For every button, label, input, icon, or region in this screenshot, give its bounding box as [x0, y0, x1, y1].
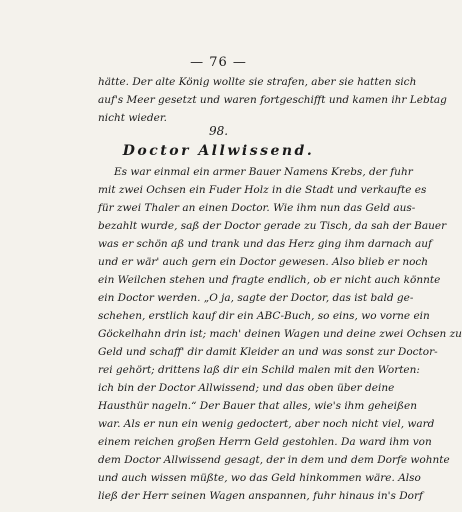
text-line: ließ der Herr seinen Wagen anspannen, fuhr hinaus in's Dorf — [98, 490, 423, 502]
section-number: 98. — [208, 124, 229, 138]
text-line: mit zwei Ochsen ein Fuder Holz in die Stadt und verkaufte es — [98, 184, 427, 196]
text-line: schehen, erstlich kauf dir ein ABC-Buch, so eins, wo vorne ein — [98, 310, 430, 322]
text-line: Hausthür nageln.“ Der Bauer that alles, wie's ihm geheißen — [98, 400, 417, 412]
text-line: war. Als er nun ein wenig gedoctert, aber noch nicht viel, ward — [98, 418, 435, 430]
text-line: rei gehört; drittens laß dir ein Schild malen mit den Worten: — [98, 364, 420, 376]
text-line: auf's Meer gesetzt und waren fortgeschifft und kamen ihr Lebtag — [98, 94, 447, 106]
text-line: und auch wissen müßte, wo das Geld hinkommen wäre. Also — [98, 472, 421, 484]
text-line: ein Weilchen stehen und fragte endlich, ob er nicht auch könnte — [98, 274, 441, 286]
text-line: einem reichen großen Herrn Geld gestohlen. Da ward ihm von — [98, 436, 432, 448]
text-line: für zwei Thaler an einen Doctor. Wie ihm nun das Geld aus- — [98, 202, 416, 214]
text-line: ein Doctor werden. „O ja, sagte der Doctor, das ist bald ge- — [98, 292, 414, 304]
body-paragraph — [98, 163, 462, 505]
top-paragraph — [98, 73, 447, 127]
text-line: was er schön aß und trank und das Herz ging ihm darnach auf — [98, 238, 432, 250]
section-title: Doctor Allwissend. — [122, 143, 315, 159]
text-line: Göckelhahn drin ist; mach' deinen Wagen und deine zwei Ochsen zu — [98, 328, 462, 340]
text-line: dem Doctor Allwissend gesagt, der in dem und dem Dorfe wohnte — [98, 454, 450, 466]
text-line: hätte. Der alte König wollte sie strafen, aber sie hatten sich — [98, 76, 417, 88]
text-line: nicht wieder. — [98, 112, 168, 124]
text-line: Es war einmal ein armer Bauer Namens Krebs, der fuhr — [114, 166, 413, 178]
text-line: bezahlt wurde, saß der Doctor gerade zu Tisch, da sah der Bauer — [98, 220, 447, 232]
text-line: ich bin der Doctor Allwissend; und das oben über deine — [98, 382, 395, 394]
text-line: und er wär' auch gern ein Doctor gewesen. Also blieb er noch — [98, 256, 429, 268]
text-line: Geld und schaff' dir damit Kleider an und was sonst zur Doctor- — [98, 346, 438, 358]
page-number: — 76 — — [190, 55, 247, 70]
